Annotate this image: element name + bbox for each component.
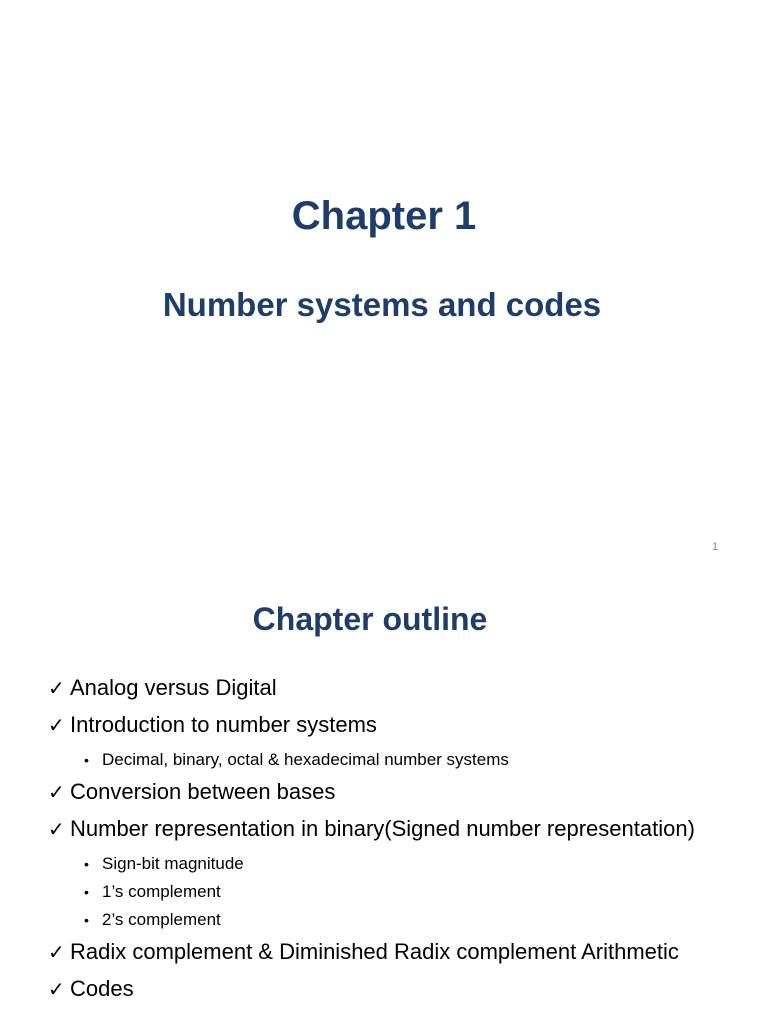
outline-item-conversion <box>48 776 758 809</box>
bullet-icon: • <box>84 752 89 768</box>
outline-item-radix-complement <box>48 936 758 969</box>
slide-number: 1 <box>712 541 719 553</box>
outline-item-label: Number representation in binary(Signed number representation) <box>70 816 695 841</box>
outline-item-label: Conversion between bases <box>70 779 336 804</box>
checkmark-icon: ✓ <box>48 715 65 737</box>
outline-subitem-label: 2’s complement <box>102 910 221 929</box>
outline-slide <box>0 576 768 1024</box>
outline-subitem-sign-bit <box>84 850 758 878</box>
bullet-icon: • <box>84 856 89 872</box>
outline-subitem-label: Decimal, binary, octal & hexadecimal number systems <box>102 750 509 769</box>
outline-subitem-number-system-types <box>84 746 758 774</box>
checkmark-icon: ✓ <box>48 819 65 841</box>
outline-item-label: Codes <box>70 976 134 1001</box>
outline-title: Chapter outline <box>252 601 488 637</box>
outline-item-label: Analog versus Digital <box>70 675 277 700</box>
checkmark-icon: ✓ <box>48 782 65 804</box>
checkmark-icon: ✓ <box>48 942 65 964</box>
outline-subitem-ones-complement <box>84 878 758 906</box>
outline-item-number-systems <box>48 709 758 742</box>
outline-item-binary-representation <box>48 813 758 846</box>
checkmark-icon: ✓ <box>48 979 65 1001</box>
outline-item-codes <box>48 973 758 1006</box>
outline-subitem-label: Sign-bit magnitude <box>102 854 244 873</box>
outline-item-analog-digital <box>48 672 758 705</box>
outline-list <box>48 672 758 1010</box>
chapter-subtitle: Number systems and codes <box>162 286 602 323</box>
bullet-icon: • <box>84 912 89 928</box>
chapter-title: Chapter 1 <box>291 194 477 238</box>
outline-item-label: Introduction to number systems <box>70 712 377 737</box>
bullet-icon: • <box>84 884 89 900</box>
checkmark-icon: ✓ <box>48 678 65 700</box>
outline-item-label: Radix complement & Diminished Radix complement Arithmetic <box>70 939 679 964</box>
outline-subitem-twos-complement <box>84 906 758 934</box>
outline-subitem-label: 1’s complement <box>102 882 221 901</box>
